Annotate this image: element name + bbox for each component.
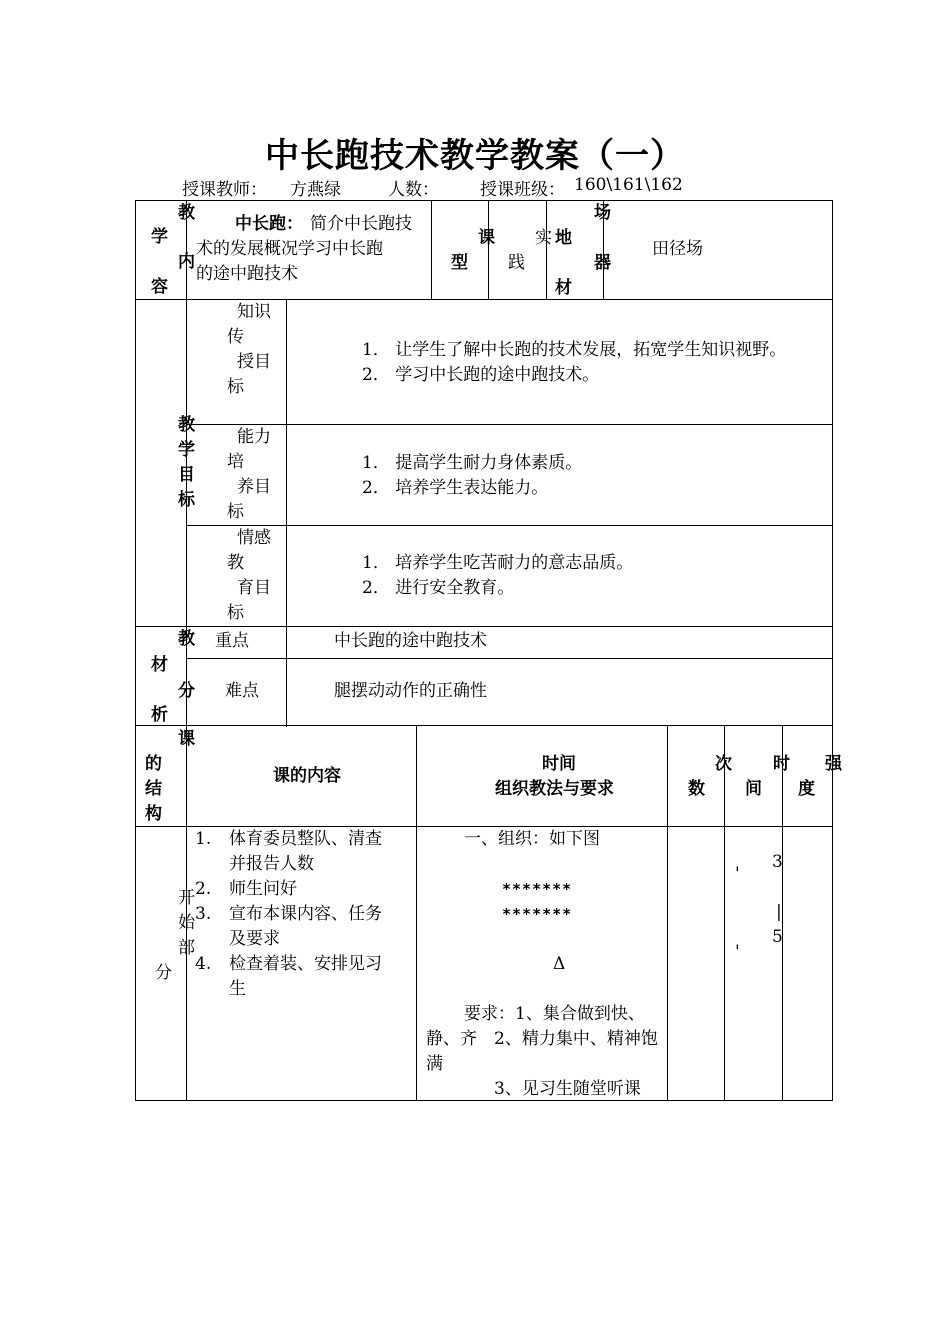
table-border-top [135,200,833,201]
type-header-char: 课 [478,228,495,248]
count-header-char: 次 [715,754,732,774]
analysis-header-char: 分 [178,681,195,701]
table-border-left [135,200,136,1101]
type-value-char: 实 [535,228,552,248]
start-part-char: 始 [178,913,195,933]
table-rule [724,725,725,1101]
content-header-char: 容 [151,277,168,297]
time-mark: 5 [772,927,783,947]
goals-header-char: 教 [178,415,195,435]
knowledge-goal-item: 1． 让学生了解中长跑的技术发展，拓宽学生知识视野。 [362,340,787,360]
organization-title: 一、组织：如下图 [464,829,600,849]
time-header: 时间 [542,754,576,774]
analysis-header-char: 析 [151,705,168,725]
goals-header-char: 标 [178,490,195,510]
table-border-bottom [135,1100,833,1101]
intensity-header-char: 度 [798,779,815,799]
venue-header-char: 场 [594,203,611,223]
table-rule [135,725,833,726]
emotion-goal-item: 2． 进行安全教育。 [362,578,515,598]
emotion-goal-label: 育目 [237,578,271,598]
analysis-header-char: 教 [178,629,195,649]
requirement-text: 2、精力集中、精神饱 [494,1029,658,1049]
venue-header-char: 地 [555,228,572,248]
difficulty-label: 难点 [225,681,259,701]
formation-row: ******* [502,905,573,923]
table-rule [431,200,432,300]
knowledge-goal-label: 标 [227,377,244,397]
emotion-goal-label: 情感 [237,528,271,548]
list-item-number: 1. [195,829,212,849]
time-col-header-char: 间 [745,779,762,799]
content-topic: 中长跑： [235,214,303,234]
list-item-number: 4. [195,954,212,974]
ability-goal-item: 2． 培养学生表达能力。 [362,478,549,498]
type-header-char: 型 [451,253,468,273]
ability-goal-item: 1． 提高学生耐力身体素质。 [362,453,583,473]
list-item-number: 2. [195,879,212,899]
ability-goal-label: 养目 [237,477,271,497]
table-border-right [832,200,833,1101]
structure-header-char: 的 [145,754,162,774]
table-rule [782,725,783,1101]
content-text: 的途中跑技术 [196,264,298,284]
requirement-text: 满 [426,1054,443,1074]
ability-goal-label: 标 [227,502,244,522]
knowledge-goal-item: 2． 学习中长跑的途中跑技术。 [362,365,600,385]
knowledge-goal-label: 知识 [237,302,271,322]
list-item: 师生问好 [229,879,297,899]
type-value-char: 践 [508,253,525,273]
venue-header-char: 材 [555,278,572,298]
emotion-goal-label: 标 [227,603,244,623]
structure-header-char: 结 [145,779,162,799]
emotion-goal-label: 教 [227,553,244,573]
analysis-header-char: 材 [151,655,168,675]
list-item: 体育委员整队、清查 [229,829,382,849]
start-part-char: 部 [178,938,195,958]
table-rule [667,725,668,1101]
list-item: 生 [229,979,246,999]
table-rule [186,424,833,425]
knowledge-goal-label: 传 [227,327,244,347]
structure-header-char: 构 [145,804,162,824]
time-mark: ' [735,942,740,962]
structure-header-char: 课 [178,729,195,749]
content-text: 简介中长跑技 [310,214,412,234]
table-rule [186,658,833,659]
list-item: 并报告人数 [229,854,314,874]
count-header-char: 数 [688,779,705,799]
content-header-char: 教 [178,203,195,223]
key-point-value: 中长跑的途中跑技术 [334,631,487,651]
venue-value: 田径场 [652,239,703,259]
class-label: 授课班级： [480,180,565,200]
list-item: 及要求 [229,929,280,949]
requirement-text: 3、见习生随堂听课 [494,1079,641,1099]
formation-row: ******* [502,880,573,898]
list-item: 检查着装、安排见习 [229,954,382,974]
time-mark: | [776,902,782,922]
emotion-goal-item: 1． 培养学生吃苦耐力的意志品质。 [362,553,634,573]
time-col-header-char: 时 [773,754,790,774]
intensity-header-char: 强 [825,754,842,774]
list-item: 宣布本课内容、任务 [229,904,382,924]
requirement-text: 要求：1、集合做到快、 [464,1004,645,1024]
time-mark: ' [735,864,740,884]
content-header-char: 内 [178,252,195,272]
content-header-char: 学 [151,227,168,247]
goals-header-char: 学 [178,440,195,460]
teacher-name: 方燕绿 [290,180,341,200]
method-header: 组织教法与要求 [495,779,614,799]
start-part-char: 开 [178,888,195,908]
ability-goal-label: 能力 [237,427,271,447]
teacher-label: 授课教师： [182,180,267,200]
page-title: 中长跑技术教学教案（一） [265,136,685,176]
count-label: 人数： [388,180,439,200]
start-part-char: 分 [155,963,172,983]
table-rule [135,626,833,627]
teacher-position-mark: Δ [553,954,566,974]
list-item-number: 3. [195,904,212,924]
difficulty-value: 腿摆动动作的正确性 [334,681,487,701]
ability-goal-label: 培 [227,452,244,472]
venue-header-char: 器 [594,253,611,273]
time-mark: 3 [772,852,783,872]
table-rule [286,299,287,727]
lesson-content-header: 课的内容 [273,766,341,786]
key-point-label: 重点 [215,631,249,651]
table-rule [186,299,187,727]
requirement-text: 静、齐 [426,1029,477,1049]
knowledge-goal-label: 授目 [237,352,271,372]
table-rule [186,525,833,526]
content-text: 术的发展概况学习中长跑 [196,239,383,259]
class-value: 160\161\162 [574,175,683,195]
table-rule [416,725,417,1101]
goals-header-char: 目 [178,465,195,485]
